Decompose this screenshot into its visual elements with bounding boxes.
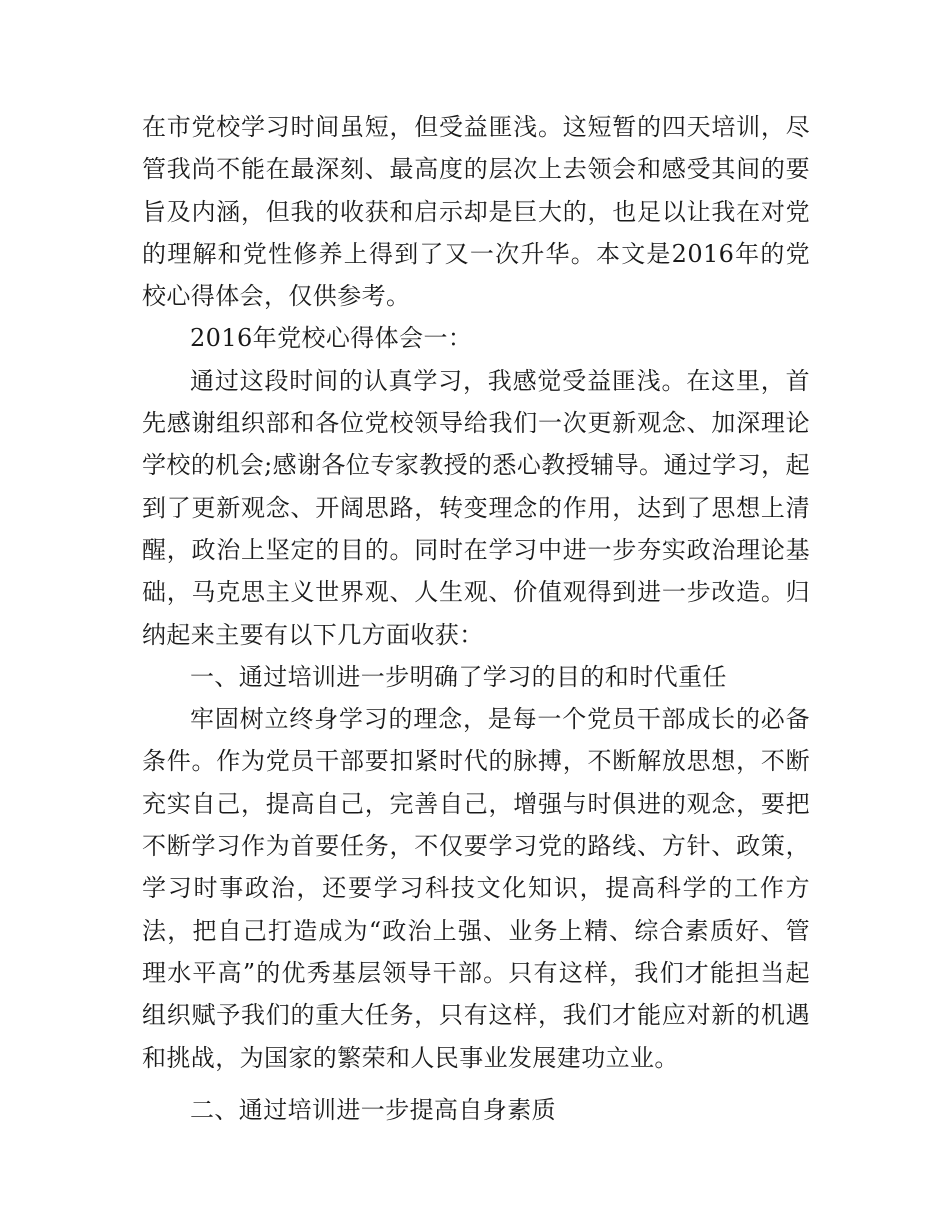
intro-paragraph: 在市党校学习时间虽短，但受益匪浅。这短暂的四天培训，尽管我尚不能在最深刻、最高度的层次上去领会和感受其间的要旨及内涵，但我的收获和启示却是巨大的，也足以让我在对党的理解和党性修养上得到了又一次升华。本文是2016年的党校心得体会，仅供参考。 — [142, 113, 810, 311]
document-body — [142, 106, 810, 1131]
section-heading: 一、通过培训进一步明确了学习的目的和时代重任 — [190, 662, 727, 691]
body-paragraph: 通过这段时间的认真学习，我感觉受益匪浅。在这里，首先感谢组织部和各位党校领导给我们一次更新观念、加深理论学校的机会;感谢各位专家教授的悉心教授辅导。通过学习，起到了更新观念、开阔思路，转变理念的作用，达到了思想上清醒，政治上坚定的目的。同时在学习中进一步夯实政治理论基础，马克思主义世界观、人生观、价值观得到进一步改造。归纳起来主要有以下几方面收获： — [142, 366, 810, 649]
section-heading: 二、通过培训进一步提高自身素质 — [190, 1095, 556, 1124]
section-subtitle: 2016年党校心得体会一： — [190, 324, 473, 353]
body-paragraph: 牢固树立终身学习的理念，是每一个党员干部成长的必备条件。作为党员干部要扣紧时代的脉搏，不断解放思想，不断充实自己，提高自己，完善自己，增强与时俱进的观念，要把不断学习作为首要任务，不仅要学习党的路线、方针、政策，学习时事政治，还要学习科技文化知识，提高科学的工作方法，把自己打造成为“政治上强、业务上精、综合素质好、管理水平高”的优秀基层领导干部。只有这样，我们才能担当起组织赋予我们的重大任务，只有这样，我们才能应对新的机遇和挑战，为国家的繁荣和人民事业发展建功立业。 — [142, 705, 810, 1072]
